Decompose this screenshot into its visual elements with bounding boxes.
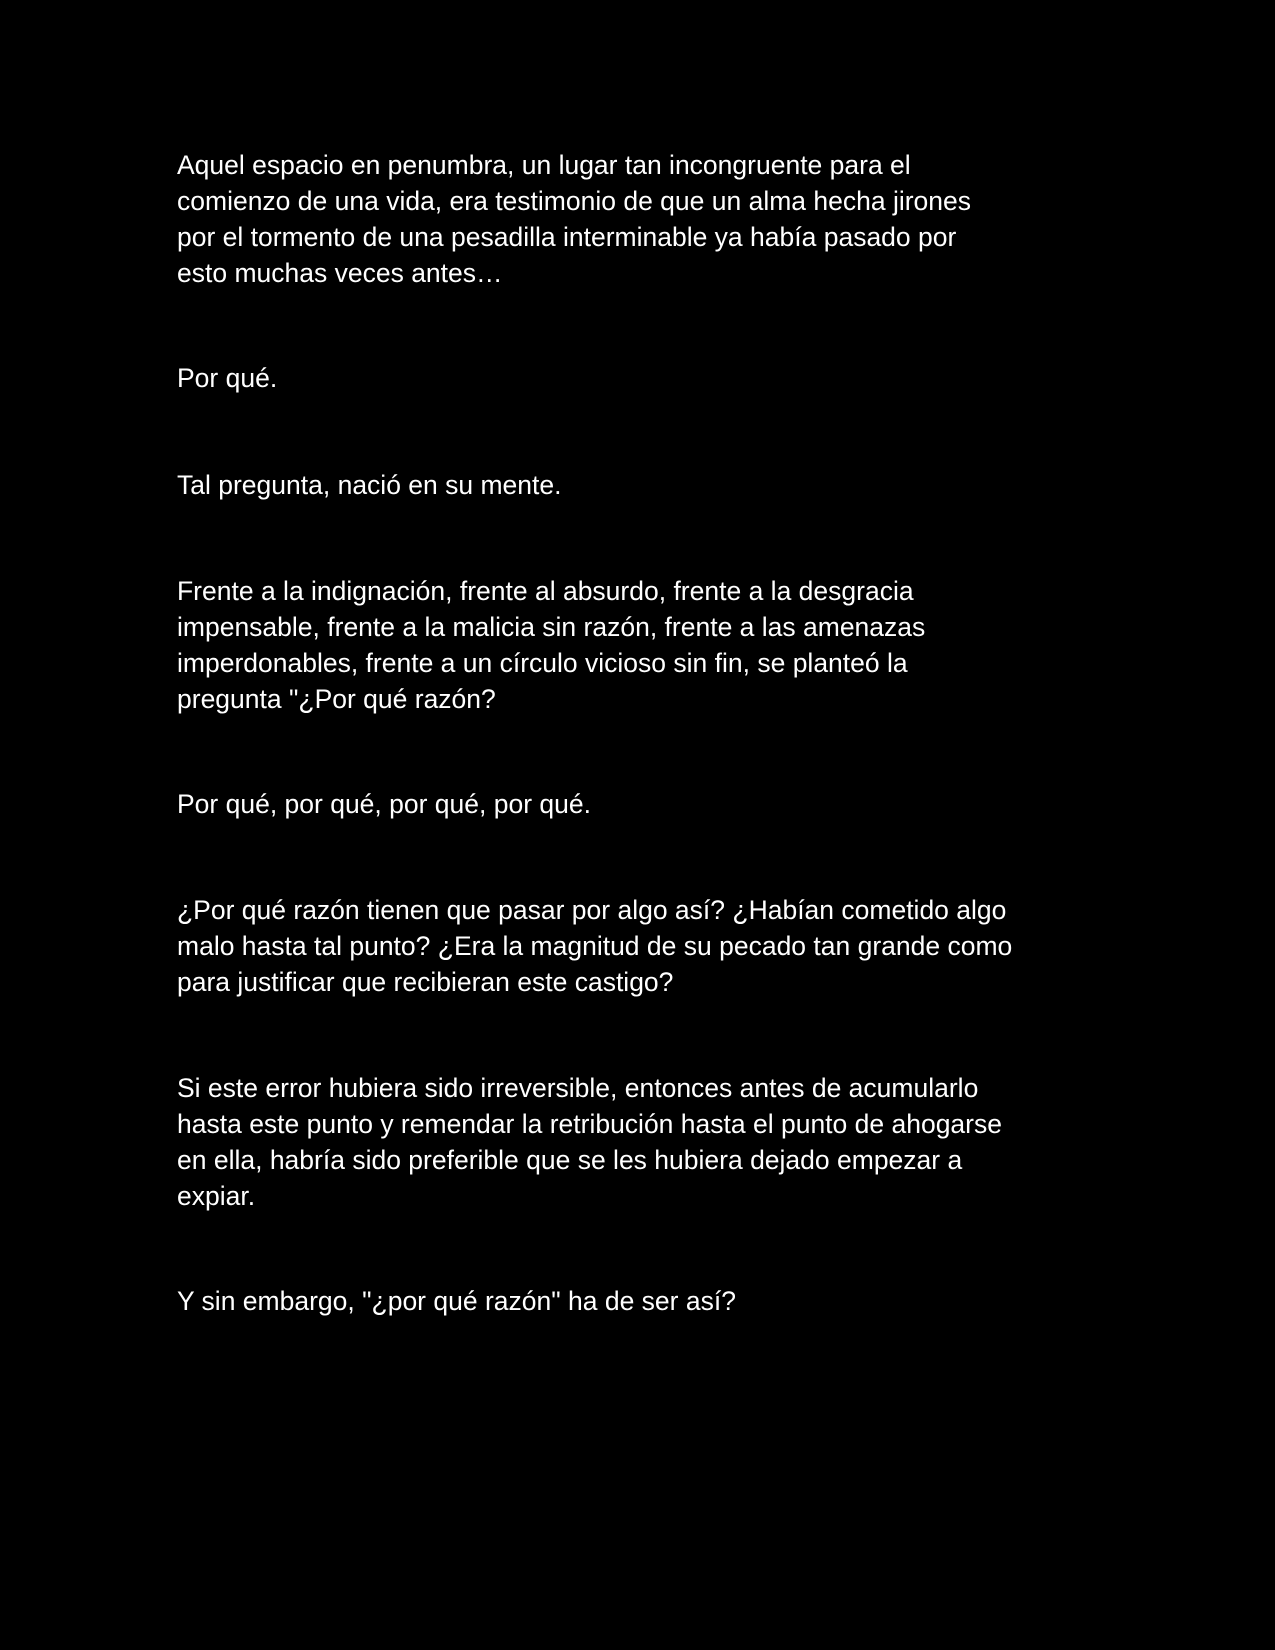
paragraph-7: Si este error hubiera sido irreversible, entonces antes de acumularlo hasta este punto y remendar la retribución hasta el punto de ahogarse en ella, habría sido preferible que se les hubiera dejado empezar a expiar. <box>177 1073 1002 1211</box>
paragraph-3: Tal pregunta, nació en su mente. <box>177 470 562 500</box>
paragraph-8: Y sin embargo, "¿por qué razón" ha de ser así? <box>177 1286 736 1316</box>
paragraph-5: Por qué, por qué, por qué, por qué. <box>177 789 591 819</box>
paragraph-2: Por qué. <box>177 363 278 393</box>
paragraph-1: Aquel espacio en penumbra, un lugar tan incongruente para el comienzo de una vida, era testimonio de que un alma hecha jirones por el tormento de una pesadilla interminable ya había pasado por esto muchas veces antes… <box>177 150 972 288</box>
paragraph-6: ¿Por qué razón tienen que pasar por algo así? ¿Habían cometido algo malo hasta tal punto? ¿Era la magnitud de su pecado tan grande como para justificar que recibieran este castigo? <box>177 895 1013 997</box>
paragraph-4: Frente a la indignación, frente al absurdo, frente a la desgracia impensable, frente a la malicia sin razón, frente a las amenazas imperdonables, frente a un círculo vicioso sin fin, se planteó la pregunta "¿Por qué razón? <box>177 576 926 714</box>
